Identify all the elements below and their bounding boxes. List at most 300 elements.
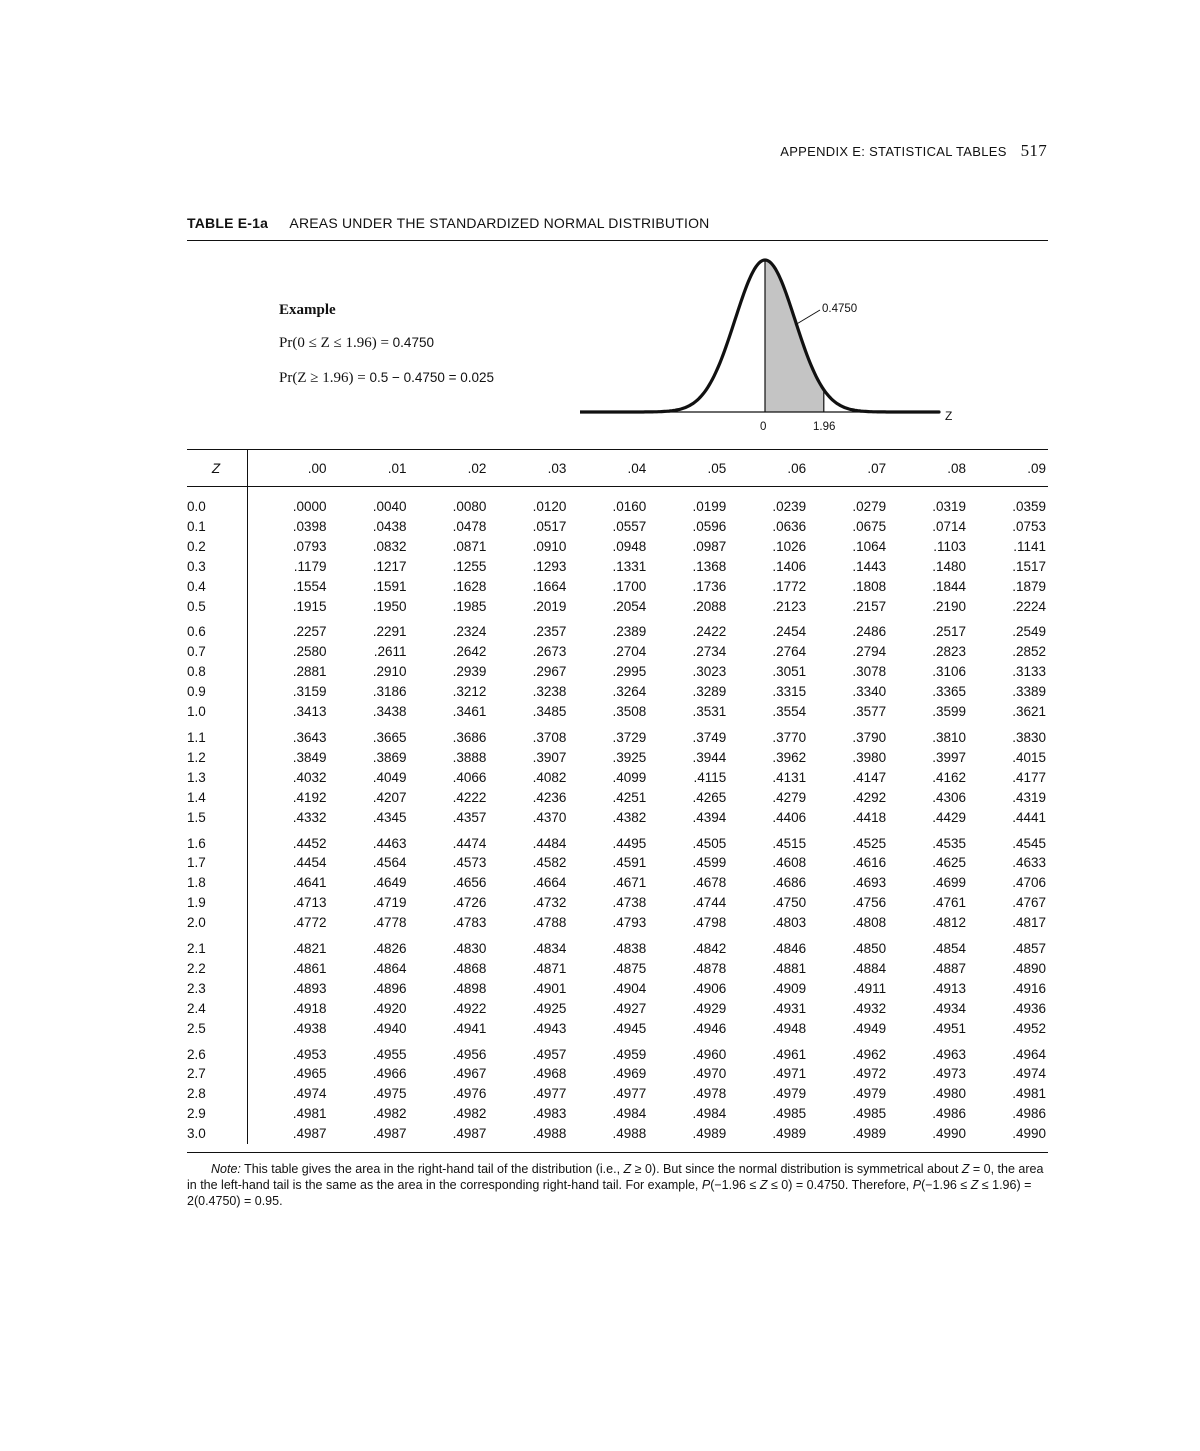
- area-cell: .4783: [452, 915, 487, 931]
- area-cell: .2088: [692, 598, 727, 614]
- spacer-cell: [808, 487, 888, 498]
- z-value-cell: 0.5: [187, 597, 248, 617]
- area-cell: .1141: [1013, 538, 1046, 554]
- header-row: [187, 450, 1048, 487]
- area-cell: .3289: [692, 684, 727, 700]
- area-cell: .4834: [532, 941, 567, 957]
- area-cell: .3531: [692, 704, 727, 720]
- z-value-cell: 2.7: [187, 1064, 248, 1084]
- area-cell: .4505: [692, 835, 727, 851]
- area-cell: .4826: [372, 941, 407, 957]
- area-cell: .3980: [852, 749, 887, 765]
- area-cell: .4115: [693, 769, 727, 785]
- area-cell: .1517: [1012, 558, 1046, 574]
- area-cell: .4984: [612, 1106, 647, 1122]
- table-row: [187, 597, 1048, 617]
- area-cell: .3708: [532, 729, 567, 745]
- area-cell: .4898: [452, 980, 487, 996]
- area-cell: .4418: [852, 809, 887, 825]
- area-cell: .4649: [372, 875, 407, 891]
- z-value-cell: 1.7: [187, 853, 248, 873]
- area-cell: .4564: [372, 855, 407, 871]
- area-cell: .4686: [772, 875, 807, 891]
- spacer-cell: [648, 487, 728, 498]
- area-cell: .4767: [1012, 895, 1046, 911]
- area-cell: .4906: [692, 980, 727, 996]
- area-cell: .4756: [852, 895, 887, 911]
- top-rule: [187, 240, 1048, 241]
- z-value-cell: 0.6: [187, 622, 248, 642]
- note-text: = 0, the area in the left-hand tail is the same as the area in the corresponding right-hand tail. For example,: [187, 1162, 1044, 1192]
- z-value-cell: 0.0: [187, 497, 248, 517]
- area-cell: .4591: [612, 855, 647, 871]
- area-cell: .4772: [292, 915, 327, 931]
- area-cell: .2517: [932, 624, 967, 640]
- spacer-cell: [888, 487, 968, 498]
- area-cell: .3051: [772, 664, 807, 680]
- area-cell: .1664: [532, 578, 567, 594]
- area-cell: .4032: [292, 769, 327, 785]
- area-cell: .4236: [532, 789, 567, 805]
- area-cell: .3621: [1012, 704, 1046, 720]
- example-box: [279, 302, 494, 405]
- table-row: [187, 853, 1048, 873]
- area-cell: .4778: [372, 915, 407, 931]
- area-cell: .3869: [372, 749, 407, 765]
- area-cell: .4706: [1012, 875, 1046, 891]
- note-italic: Z: [961, 1162, 970, 1176]
- area-cell: .1217: [372, 558, 407, 574]
- area-cell: .4940: [372, 1020, 407, 1036]
- area-cell: .4279: [772, 789, 807, 805]
- area-cell: .0636: [772, 518, 807, 534]
- area-cell: .3159: [292, 684, 327, 700]
- tick-zero-label: 0: [760, 421, 767, 433]
- area-cell: .2324: [452, 624, 487, 640]
- normal-curve-figure: [580, 250, 960, 440]
- area-cell: .4946: [692, 1020, 727, 1036]
- table-row: [187, 979, 1048, 999]
- area-cell: .4962: [852, 1046, 887, 1062]
- area-cell: .4292: [852, 789, 887, 805]
- area-cell: .0199: [692, 499, 727, 514]
- table-row: [187, 557, 1048, 577]
- area-cell: .2794: [852, 644, 887, 660]
- area-cell: .0080: [452, 499, 487, 514]
- area-cell: .0871: [452, 538, 487, 554]
- area-cell: .4967: [452, 1066, 487, 1082]
- column-header: .09: [968, 450, 1048, 487]
- area-cell: .2910: [372, 664, 407, 680]
- bottom-rule: [187, 1152, 1048, 1153]
- area-cell: .4738: [612, 895, 647, 911]
- table-row: [187, 622, 1048, 642]
- area-cell: .4854: [932, 941, 967, 957]
- area-cell: .4357: [452, 809, 487, 825]
- area-cell: .4983: [532, 1106, 567, 1122]
- area-cell: .0793: [292, 538, 327, 554]
- area-cell: .2995: [612, 664, 647, 680]
- area-cell: .1628: [452, 578, 487, 594]
- area-cell: .4977: [532, 1086, 567, 1102]
- z-value-cell: 1.8: [187, 873, 248, 893]
- table-row: [187, 517, 1048, 537]
- area-cell: .4761: [932, 895, 967, 911]
- table-caption: AREAS UNDER THE STANDARDIZED NORMAL DISTRIBUTION: [289, 215, 710, 231]
- area-cell: .1772: [772, 578, 807, 594]
- area-cell: .4922: [452, 1000, 487, 1016]
- area-cell: .2823: [932, 644, 967, 660]
- z-table-head: [187, 450, 1048, 487]
- spacer-cell: [248, 487, 329, 498]
- area-cell: .4788: [532, 915, 567, 931]
- area-cell: .3413: [292, 704, 327, 720]
- area-cell: .4713: [292, 895, 327, 911]
- table-row: [187, 808, 1048, 828]
- note-italic: P: [701, 1178, 711, 1192]
- table-row: [187, 999, 1048, 1019]
- area-cell: .4821: [292, 941, 327, 957]
- area-cell: .2580: [292, 644, 327, 660]
- area-cell: .3962: [772, 749, 807, 765]
- area-cell: .3749: [692, 729, 727, 745]
- area-cell: .4948: [772, 1020, 807, 1036]
- example-line-2-expr: Pr(Z ≥ 1.96) =: [279, 370, 370, 386]
- z-value-cell: 1.1: [187, 728, 248, 748]
- area-cell: .1443: [852, 558, 887, 574]
- example-heading: Example: [279, 302, 336, 318]
- area-cell: .4633: [1012, 855, 1046, 871]
- z-table-body: [187, 487, 1048, 1145]
- area-cell: .4441: [1012, 809, 1046, 825]
- area-cell: .4984: [692, 1106, 727, 1122]
- area-cell: .4625: [932, 855, 967, 871]
- area-cell: .4976: [452, 1086, 487, 1102]
- area-cell: .0517: [532, 518, 567, 534]
- area-cell: .4838: [612, 941, 647, 957]
- area-cell: .3686: [452, 729, 487, 745]
- area-cell: .4306: [932, 789, 967, 805]
- area-cell: .3133: [1012, 664, 1046, 680]
- area-cell: .4911: [853, 980, 887, 996]
- z-value-cell: 0.2: [187, 537, 248, 557]
- area-cell: .4319: [1012, 789, 1046, 805]
- area-cell: .4573: [452, 855, 487, 871]
- area-cell: .4868: [452, 960, 487, 976]
- area-cell: .4987: [372, 1126, 407, 1142]
- area-cell: .0398: [292, 518, 327, 534]
- area-cell: .1844: [932, 578, 967, 594]
- column-header: .08: [888, 450, 968, 487]
- table-row: [187, 873, 1048, 893]
- table-row: [187, 834, 1048, 854]
- note-text: This table gives the area in the right-hand tail of the distribution (i.e.,: [240, 1162, 624, 1176]
- table-row: [187, 1019, 1048, 1039]
- area-cell: .4927: [612, 1000, 647, 1016]
- table-row: [187, 537, 1048, 557]
- z-value-cell: 2.2: [187, 959, 248, 979]
- area-cell: .1736: [692, 578, 727, 594]
- area-cell: .1808: [852, 578, 887, 594]
- running-title: APPENDIX E: STATISTICAL TABLES: [780, 144, 1007, 159]
- area-cell: .3849: [292, 749, 327, 765]
- area-cell: .4803: [772, 915, 807, 931]
- area-cell: .4474: [452, 835, 487, 851]
- area-cell: .4099: [612, 769, 647, 785]
- area-cell: .2257: [292, 624, 327, 640]
- area-cell: .4938: [292, 1020, 327, 1036]
- area-cell: .4599: [692, 855, 727, 871]
- area-cell: .4162: [932, 769, 967, 785]
- area-cell: .4345: [372, 809, 407, 825]
- table-row: [187, 642, 1048, 662]
- area-cell: .4960: [692, 1046, 727, 1062]
- area-cell: .4535: [932, 835, 967, 851]
- area-cell: .1026: [772, 538, 807, 554]
- table-row: [187, 1084, 1048, 1104]
- area-cell: .2881: [292, 664, 327, 680]
- area-cell: .3023: [692, 664, 727, 680]
- area-cell: .4957: [532, 1046, 567, 1062]
- table-row: [187, 702, 1048, 722]
- area-cell: .4641: [292, 875, 327, 891]
- z-value-cell: 1.9: [187, 893, 248, 913]
- area-cell: .4207: [372, 789, 407, 805]
- z-value-cell: 0.3: [187, 557, 248, 577]
- example-line-1: [279, 335, 494, 352]
- area-cell: .4936: [1012, 1000, 1046, 1016]
- area-cell: .4515: [772, 835, 807, 851]
- area-cell: .4656: [452, 875, 487, 891]
- area-cell: .4920: [372, 1000, 407, 1016]
- note-text: ≥ 0). But since the normal distribution is symmetrical about: [631, 1162, 962, 1176]
- area-cell: .2291: [372, 624, 407, 640]
- area-cell: .4726: [452, 895, 487, 911]
- running-head: [780, 141, 1047, 161]
- table-row: [187, 959, 1048, 979]
- area-cell: .4817: [1012, 915, 1046, 931]
- area-cell: .0987: [692, 538, 727, 554]
- column-header: .07: [808, 450, 888, 487]
- area-cell: .4850: [852, 941, 887, 957]
- area-cell: .1064: [852, 538, 887, 554]
- area-cell: .0596: [692, 518, 727, 534]
- area-cell: .3365: [932, 684, 967, 700]
- area-cell: .3508: [612, 704, 647, 720]
- z-value-cell: 0.7: [187, 642, 248, 662]
- z-value-cell: 2.0: [187, 913, 248, 933]
- area-cell: .4941: [452, 1020, 487, 1036]
- area-cell: .1406: [772, 558, 807, 574]
- note-text: (−1.96 ≤: [921, 1178, 971, 1192]
- area-cell: .4049: [372, 769, 407, 785]
- area-cell: .4678: [692, 875, 727, 891]
- area-cell: .4943: [532, 1020, 567, 1036]
- area-cell: .4901: [532, 980, 567, 996]
- area-cell: .4981: [292, 1106, 327, 1122]
- area-cell: .3315: [772, 684, 807, 700]
- area-cell: .3830: [1012, 729, 1046, 745]
- area-cell: .2123: [772, 598, 807, 614]
- shaded-area: [765, 260, 824, 412]
- area-cell: .0359: [1012, 499, 1046, 514]
- z-value-cell: 2.4: [187, 999, 248, 1019]
- area-cell: .1255: [452, 558, 487, 574]
- tick-z-label: 1.96: [813, 421, 836, 433]
- table-row: [187, 728, 1048, 748]
- area-cell: .3665: [372, 729, 407, 745]
- area-cell: .0000: [292, 499, 327, 514]
- area-cell: .4744: [692, 895, 727, 911]
- area-cell: .3238: [532, 684, 567, 700]
- area-cell: .3264: [612, 684, 647, 700]
- z-value-cell: 1.4: [187, 788, 248, 808]
- area-cell: .4977: [612, 1086, 647, 1102]
- z-value-cell: 0.9: [187, 682, 248, 702]
- area-cell: .4979: [852, 1086, 887, 1102]
- area-cell: .4608: [772, 855, 807, 871]
- area-cell: .2019: [532, 598, 567, 614]
- example-line-2-value: 0.5 − 0.4750 = 0.025: [369, 370, 495, 385]
- area-cell: .4987: [452, 1126, 487, 1142]
- area-cell: .4985: [852, 1106, 887, 1122]
- area-cell: .0714: [932, 518, 967, 534]
- area-cell: .4192: [292, 789, 327, 805]
- z-value-cell: 0.4: [187, 577, 248, 597]
- area-cell: .4846: [772, 941, 807, 957]
- area-cell: .1480: [932, 558, 967, 574]
- area-cell: .3643: [292, 729, 327, 745]
- table-number: TABLE E-1a: [187, 215, 269, 231]
- area-cell: .4066: [452, 769, 487, 785]
- area-cell: .2224: [1012, 598, 1046, 614]
- bell-curve: [580, 260, 939, 412]
- area-cell: .4131: [772, 769, 807, 785]
- area-cell: .4973: [932, 1066, 967, 1082]
- area-cell: .0910: [532, 538, 567, 554]
- area-cell: .4732: [532, 895, 567, 911]
- area-cell: .4985: [772, 1106, 807, 1122]
- area-cell: .4989: [852, 1126, 887, 1142]
- area-cell: .4990: [1012, 1126, 1046, 1142]
- area-cell: .3212: [452, 684, 487, 700]
- area-cell: .4484: [532, 835, 567, 851]
- area-cell: .4986: [1012, 1106, 1046, 1122]
- area-cell: .4251: [612, 789, 647, 805]
- area-cell: .4904: [612, 980, 647, 996]
- table-row: [187, 1124, 1048, 1144]
- area-cell: .1331: [612, 558, 647, 574]
- area-cell: .2734: [692, 644, 727, 660]
- area-cell: .4981: [1012, 1086, 1046, 1102]
- area-cell: .2939: [452, 664, 487, 680]
- area-cell: .4864: [372, 960, 407, 976]
- z-value-cell: 1.6: [187, 834, 248, 854]
- area-cell: .4495: [612, 835, 647, 851]
- area-cell: .2389: [612, 624, 647, 640]
- area-cell: .4990: [932, 1126, 967, 1142]
- column-header: .00: [248, 450, 329, 487]
- area-cell: .4896: [372, 980, 407, 996]
- z-value-cell: 2.6: [187, 1045, 248, 1065]
- note-italic: Z: [970, 1178, 979, 1192]
- area-cell: .3389: [1012, 684, 1046, 700]
- note-text: (−1.96 ≤: [710, 1178, 760, 1192]
- area-cell: .4955: [372, 1046, 407, 1062]
- area-cell: .4616: [852, 855, 887, 871]
- z-value-cell: 2.3: [187, 979, 248, 999]
- z-column-header: Z: [187, 450, 248, 487]
- area-cell: .2157: [852, 598, 887, 614]
- area-cell: .4452: [292, 835, 327, 851]
- z-table: [187, 449, 1048, 1144]
- area-cell: .0160: [612, 499, 647, 514]
- area-cell: .4953: [292, 1046, 327, 1062]
- spacer-cell: [728, 487, 808, 498]
- area-cell: .4952: [1012, 1020, 1046, 1036]
- spacer-cell: [187, 487, 248, 498]
- area-cell: .4974: [1012, 1066, 1046, 1082]
- table-title: [187, 215, 709, 231]
- area-cell: .2422: [692, 624, 727, 640]
- example-line-1-value: 0.4750: [392, 335, 434, 350]
- area-cell: .3186: [372, 684, 407, 700]
- z-value-cell: 1.0: [187, 702, 248, 722]
- area-cell: .0120: [532, 499, 567, 514]
- table-row: [187, 768, 1048, 788]
- area-cell: .3907: [532, 749, 567, 765]
- area-cell: .4830: [452, 941, 487, 957]
- area-cell: .1985: [452, 598, 487, 614]
- area-cell: .4951: [932, 1020, 967, 1036]
- area-cell: .0832: [372, 538, 407, 554]
- note-italic: Z: [623, 1162, 632, 1176]
- area-cell: .0438: [372, 518, 407, 534]
- area-cell: .4970: [692, 1066, 727, 1082]
- area-cell: .1179: [293, 558, 327, 574]
- area-cell: .4082: [532, 769, 567, 785]
- area-cell: .4974: [292, 1086, 327, 1102]
- area-cell: .4989: [692, 1126, 727, 1142]
- area-cell: .4959: [612, 1046, 647, 1062]
- note-text: ≤ 1.96) = 2(0.4750) = 0.95.: [187, 1178, 1032, 1208]
- area-cell: .3078: [852, 664, 887, 680]
- table-row: [187, 682, 1048, 702]
- z-value-cell: 1.3: [187, 768, 248, 788]
- z-value-cell: 0.8: [187, 662, 248, 682]
- area-cell: .4987: [292, 1126, 327, 1142]
- area-cell: .4871: [532, 960, 567, 976]
- area-cell: .4956: [452, 1046, 487, 1062]
- area-cell: .3485: [532, 704, 567, 720]
- area-cell: .4988: [612, 1126, 647, 1142]
- area-cell: .4972: [852, 1066, 887, 1082]
- area-cell: .3770: [772, 729, 807, 745]
- area-cell: .3461: [452, 704, 487, 720]
- area-cell: .3599: [932, 704, 967, 720]
- area-cell: .2967: [532, 664, 567, 680]
- area-cell: .3888: [452, 749, 487, 765]
- area-label: 0.4750: [822, 303, 858, 315]
- area-cell: .0675: [852, 518, 887, 534]
- column-header: .06: [728, 450, 808, 487]
- area-cell: .1950: [372, 598, 407, 614]
- area-cell: .4382: [612, 809, 647, 825]
- area-cell: .4875: [612, 960, 647, 976]
- spacer-cell: [329, 487, 409, 498]
- area-cell: .2852: [1012, 644, 1046, 660]
- row-spacer: [187, 487, 1048, 498]
